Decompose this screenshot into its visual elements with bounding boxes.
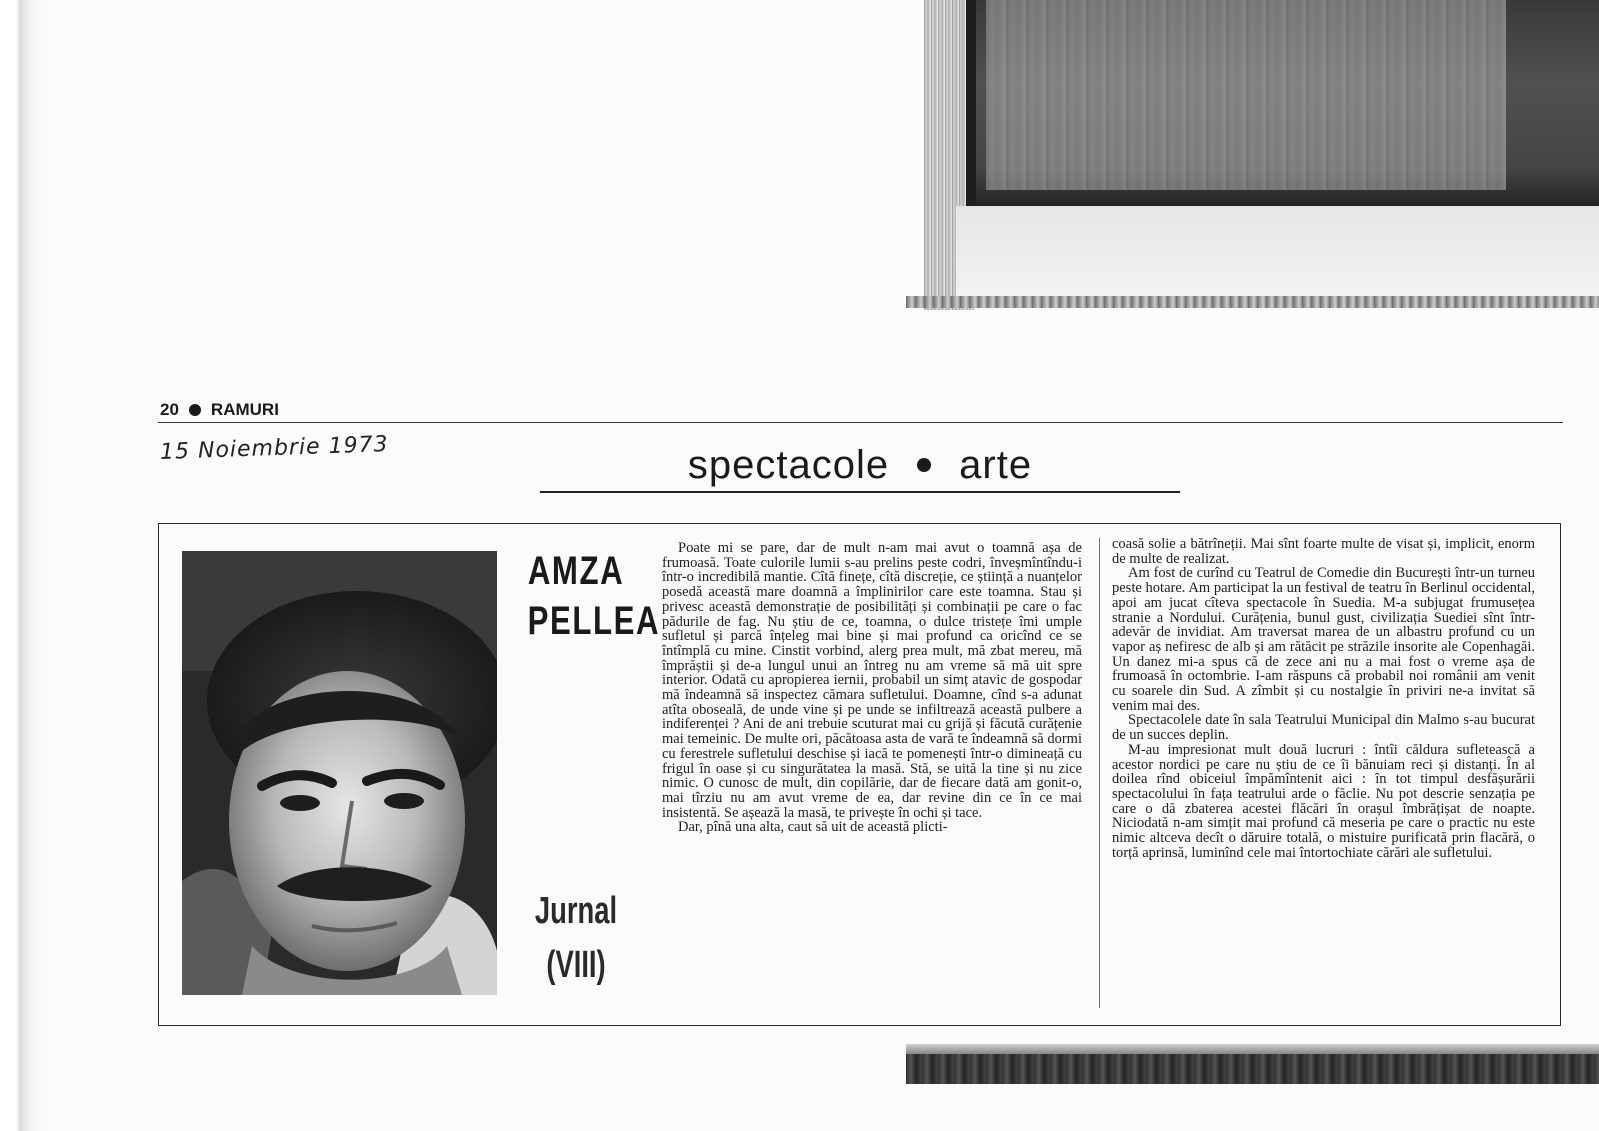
author-last-name: PELLEA	[527, 599, 661, 643]
publication-name: RAMURI	[210, 400, 279, 419]
bullet-icon	[917, 458, 931, 472]
scan-left-edge	[0, 0, 50, 1131]
column-divider	[1099, 538, 1100, 1008]
paragraph: coasă solie a bătrîneții. Mai sînt foarte multe de visat și, implicit, enorm de multe de realizat.	[1112, 536, 1535, 567]
paragraph: Dar, pînă una alta, caut să uit de această plicti-	[678, 819, 948, 836]
paragraph: Spectacolele date în sala Teatrului Municipal din Malmo s-au bucurat de un succes deplin.	[1112, 712, 1535, 744]
handwritten-date: 15 Noiembrie 1973	[159, 432, 389, 465]
portrait-photo-icon	[182, 551, 497, 995]
article-column-2	[1112, 537, 1535, 860]
bullet-icon	[189, 404, 201, 416]
section-right: arte	[959, 442, 1033, 487]
series-title	[531, 884, 620, 992]
series-number: (VIII)	[546, 944, 606, 986]
series-name: Jurnal	[534, 890, 618, 932]
paragraph: M-au impresionat mult două lucruri : întîi căldura sufletească a acestor nordici pe care nu știu de ce îi bănuiam reci și distanți. În al doilea rînd obiceiul împămîntenit aici : în tot timpul desfășurării spectacolului în fața teatrului arde o făclie. Nu pot descrie senzația pe care o dă zbaterea acestei flăcări în orașul îmbrățișat de noapte. Niciodată n-am simțit mai profund că meseria pe care o practic nu este nimic altceva decît o dăruire totală, o mistuire purificată prin flacără, o torță aprinsă, luminînd cele mai întortochiate cărări ale sufletului.	[1112, 741, 1535, 861]
photocopy-artifact-bottom	[906, 1044, 1599, 1084]
author-first-name: AMZA	[527, 549, 625, 593]
section-title	[540, 436, 1180, 494]
paragraph: Poate mi se pare, dar de mult n-am mai avut o toamnă așa de frumoasă. Toate culorile lumii s-au prelins peste codri, înveșmîntîndu-i într-o incredibilă mantie. Cîtă finețe, cîtă discreție, ce știință a nuanțelor posedă această mare doamnă a împlinirilor care este toamna. Stau și privesc această demonstrație de posibilități și combinații pe care o fac pădurile de fag. Nu știu de ce, toamna, o dulce tristețe îmi umple sufletul și parcă înțeleg mai bine și mai profund ca oricînd ce se întîmplă cu mine. Cinstit vorbind, alerg prea mult, mă zbat mereu, mă împrăștii și de-a lungul unui an întreg nu am vreme să mă uit spre interior. Odată cu apropierea iernii, probabil un simț atavic de gospodar mă îndeamnă să inspectez cămara sufletului. Doamne, cînd s-a adunat atîta oboseală, de unde vine și pe unde se infiltrează această pulbere a indiferenței ? Ani de ani trebuie scuturat mai cu grijă și făcută curățenie mai temeinic. De multe ori, păcătoasa asta de vară te îndeamnă să dormi cu ferestrele sufletului deschise și iacă te pomenești într-o dimineață cu frigul în oase și cu singurătatea la masă. Stă, se uită la tine și nu zice nimic. O cunosc de mult, din copilărie, dar de fiecare dată am gonit-o, mai tîrziu nu am avut vreme de ea, dar revine din ce în ce mai insistentă. Se așează la masă, te privește în ochi și tace.	[662, 540, 1082, 821]
page-header	[160, 400, 279, 420]
photocopy-artifact-top	[906, 0, 1599, 310]
header-rule	[158, 422, 1563, 423]
section-left: spectacole	[687, 442, 890, 487]
article-column-1	[662, 541, 1082, 835]
paragraph: Am fost de curînd cu Teatrul de Comedie din București într-un turneu peste hotare. Am participat la un festival de teatru în Berlinul occidental, apoi am jucat cîteva spectacole în Suedia. M-a subjugat frumusețea stranie a Nordului. Curățenia, bunul gust, civilizația Suediei sînt într-adevăr de invidiat. Am traversat marea de un albastru profund cu un vapor aș nefiresc de alb și am rătăcit pe străzile insorite ale Copenhagăi. Un danez mi-a spus că de zece ani nu a mai fost o vreme așa de frumoasă în octombrie. I-am răspuns că probabil noi românii am venit cu soarele din Sud. A zîmbit și cu nostalgie în priviri ne-a invitat să venim mai des.	[1112, 565, 1535, 714]
page-number: 20	[160, 400, 179, 419]
author-name	[527, 546, 661, 646]
section-rule	[540, 491, 1180, 493]
